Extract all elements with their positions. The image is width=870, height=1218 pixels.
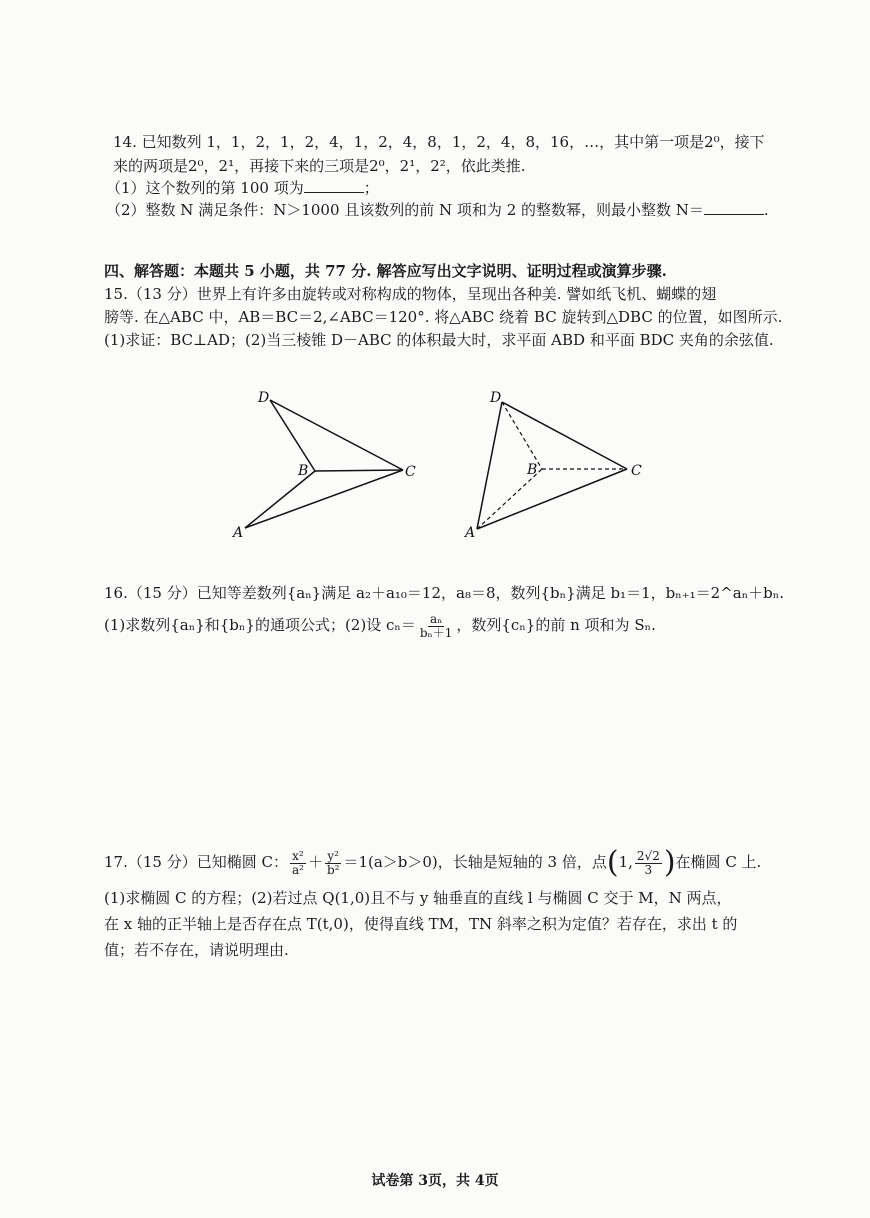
frac-y2: y² xyxy=(327,848,339,863)
q14-part-1 xyxy=(106,178,379,198)
fraction-point-y xyxy=(635,850,662,877)
q15-line-1: 15.（13 分）世界上有许多由旋转或对称构成的物体，呈现出各种美. 譬如纸飞机、蝴蝶的翅 xyxy=(104,285,717,303)
q17-line-3: 在 x 轴的正半轴上是否存在点 T(t,0)，使得直线 TM，TN 斜率之积为定值？若存在，求出 t 的 xyxy=(104,915,738,933)
right-paren: ) xyxy=(663,845,676,880)
q16-line-1: 16.（15 分）已知等差数列{aₙ}满足 a₂＋a₁₀＝12，a₈＝8，数列{bₙ}满足 b₁＝1，bₙ₊₁＝2^aₙ＋bₙ. xyxy=(104,584,785,602)
label-D: D xyxy=(258,390,270,406)
q14-line-1: 14. 已知数列 1，1，2，1，2，4，1，2，4，8，1，2，4，8，16，…，其中第一项是2⁰，接下 xyxy=(113,133,765,151)
frac-3: 3 xyxy=(644,862,653,877)
q14-part-1-suffix: ； xyxy=(363,179,379,197)
q17-line-1-b: ＝1(a＞b＞0)，长轴是短轴的 3 倍，点 xyxy=(343,853,607,871)
fraction-x2-a2 xyxy=(290,850,306,877)
q14-part-1-text: （1）这个数列的第 100 项为 xyxy=(106,179,304,197)
label-B-2: B xyxy=(527,462,538,478)
label-D-2: D xyxy=(490,390,502,406)
q17-line-1 xyxy=(104,845,761,879)
page-footer: 试卷第 3页，共 4页 xyxy=(371,1173,499,1189)
answer-blank-2[interactable] xyxy=(704,200,764,215)
q16-line-2 xyxy=(104,610,656,640)
label-C-2: C xyxy=(631,463,642,479)
frac-x2: x² xyxy=(292,848,304,863)
q17-line-1-a: 17.（15 分）已知椭圆 C： xyxy=(104,853,288,871)
fraction-y2-b2 xyxy=(325,850,342,877)
frac-a2: a² xyxy=(291,862,304,877)
frac-2sqrt2: 2√2 xyxy=(636,848,660,863)
q14-part-2 xyxy=(106,200,769,220)
figure-pyramid xyxy=(455,382,655,547)
label-B: B xyxy=(298,463,309,479)
left-paren: ( xyxy=(606,845,619,880)
q17-line-2: (1)求椭圆 C 的方程；(2)若过点 Q(1,0)且不与 y 轴垂直的直线 l 与椭圆 C 交于 M，N 两点， xyxy=(104,889,732,907)
q14-part-2-text: （2）整数 N 满足条件：N＞1000 且该数列的前 N 项和为 2 的整数幂，则最小整数 N＝ xyxy=(106,201,704,219)
frac-b2: b² xyxy=(326,862,340,877)
label-C: C xyxy=(405,464,416,480)
fraction-c-n xyxy=(418,613,455,640)
figure-planar xyxy=(225,382,435,547)
fraction-numerator: aₙ xyxy=(429,611,443,626)
q15-line-2: 膀等. 在△ABC 中，AB＝BC＝2,∠ABC＝120°. 将△ABC 绕着 BC 旋转到△DBC 的位置，如图所示. xyxy=(104,308,783,326)
q15-line-3: (1)求证：BC⊥AD；(2)当三棱锥 D－ABC 的体积最大时，求平面 ABD 和平面 BDC 夹角的余弦值. xyxy=(104,331,774,349)
q14-line-2: 来的两项是2⁰，2¹，再接下来的三项是2⁰，2¹，2²，依此类推. xyxy=(113,157,526,175)
q16-line-2-a: (1)求数列{aₙ}和{bₙ}的通项公式；(2)设 cₙ＝ xyxy=(104,616,416,634)
label-A-2: A xyxy=(465,525,476,541)
section-4-heading: 四、解答题：本题共 5 小题，共 77 分. 解答应写出文字说明、证明过程或演算步骤. xyxy=(104,262,667,280)
q17-line-1-c: 在椭圆 C 上. xyxy=(675,853,762,871)
label-A: A xyxy=(233,525,244,541)
q16-line-2-b: ，数列{cₙ}的前 n 项和为 Sₙ. xyxy=(456,616,656,634)
point-x: 1, xyxy=(618,853,633,871)
fraction-denominator: bₙ＋1 xyxy=(419,625,453,640)
q14-part-2-suffix: . xyxy=(763,201,769,219)
answer-blank-1[interactable] xyxy=(304,178,364,193)
q17-line-4: 值；若不存在，请说明理由. xyxy=(104,941,289,959)
plus-sign: ＋ xyxy=(307,853,323,871)
